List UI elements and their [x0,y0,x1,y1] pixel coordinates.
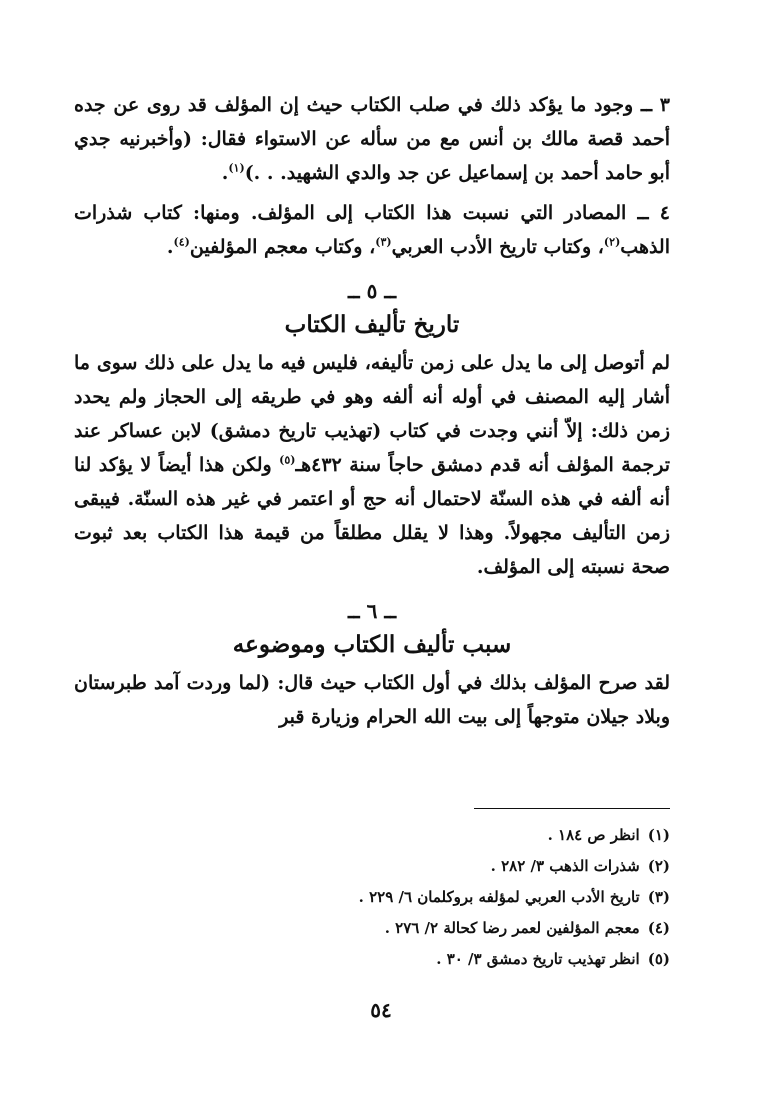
item-4-end: . [166,236,174,258]
paragraph-item-3 [74,88,670,190]
section-5-text-2: ولكن هذا أيضاً لا يؤكد لنا أنه ألفه في هذه السنّة لاحتمال أنه حج أو اعتمر في غير هذه السنّة. فيبقى زمن التأليف مجهولاً. وهذا لا يقلل مطلقاً من قيمة هذا الكتاب بعد ثبوت صحة نسبته إلى المؤلف. [74,454,670,578]
section-heading-6: سبب تأليف الكتاب وموضوعه [232,631,512,658]
footnote-text: انظر تهذيب تاريخ دمشق ٣/ ٣٠ . [436,950,640,968]
section-heading-5: تاريخ تأليف الكتاب [284,311,460,338]
footnote-number: (٢) [647,857,670,875]
footnote-text: انظر ص ١٨٤ . [547,826,640,844]
footnote-number: (٣) [647,888,670,906]
item-3-text: ٣ ــ وجود ما يؤكد ذلك في صلب الكتاب حيث إن المؤلف قد روى عن جده أحمد قصة مالك بن أنس مع من سأله عن الاستواء فقال: (وأخبرنيه جدي أبو حامد أحمد بن إسماعيل عن جد والدي الشهيد. . .) [74,94,670,184]
section-number-5: ــ ٥ ــ [347,279,397,303]
section-6-text: لقد صرح المؤلف بذلك في أول الكتاب حيث قال: (لما وردت آمد طبرستان وبلاد جيلان متوجهاً إلى بيت الله الحرام وزيارة قبر [74,672,670,728]
footnote-ref-1: (١) [228,161,245,175]
footnote-ref-2: (٢) [603,235,621,249]
footnote-item [300,913,670,944]
footnote-ref-3: (٣) [375,235,392,249]
footnote-number: (١) [647,826,670,844]
footnote-number: (٥) [647,950,670,968]
item-4-text-3: ، وكتاب معجم المؤلفين [189,236,376,258]
footnote-text: معجم المؤلفين لعمر رضا كحالة ٢/ ٢٧٦ . [384,919,640,937]
footnote-text: تاريخ الأدب العربي لمؤلفه بروكلمان ٦/ ٢٢٩ . [358,888,640,906]
footnote-text: شذرات الذهب ٣/ ٢٨٢ . [490,857,640,875]
footnote-item [300,882,670,913]
footnotes-list [300,820,670,975]
footnote-item [300,820,670,851]
footnote-item [300,851,670,882]
footnote-item [300,944,670,975]
section-number-6: ــ ٦ ــ [347,599,397,623]
footnote-ref-5: (٥) [279,453,296,467]
item-4-text-1: ٤ ــ المصادر التي نسبت هذا الكتاب إلى المؤلف. ومنها: كتاب شذرات الذهب [74,202,670,258]
page-number: ٥٤ [370,998,392,1022]
footnote-ref-4: (٤) [173,235,190,249]
section-5-text-1: لم أتوصل إلى ما يدل على زمن تأليفه، فليس فيه ما يدل على ذلك سوى ما أشار إليه المصنف في أوله أنه ألفه وهو في طريقه إلى الحجاز ولم يحدد زمن ذلك: إلاّ أنني وجدت في كتاب (تهذيب تاريخ دمشق) لابن عساكر عند ترجمة المؤلف أنه قدم دمشق حاجاً سنة ٤٣٢هـ [74,352,670,476]
item-4-text-2: ، وكتاب تاريخ الأدب العربي [391,236,604,258]
footnote-divider [474,808,670,809]
paragraph-item-4 [74,196,670,264]
paragraph-section-5 [74,346,670,584]
footnote-number: (٤) [647,919,670,937]
item-3-end: . [221,162,229,184]
paragraph-section-6 [74,666,670,734]
